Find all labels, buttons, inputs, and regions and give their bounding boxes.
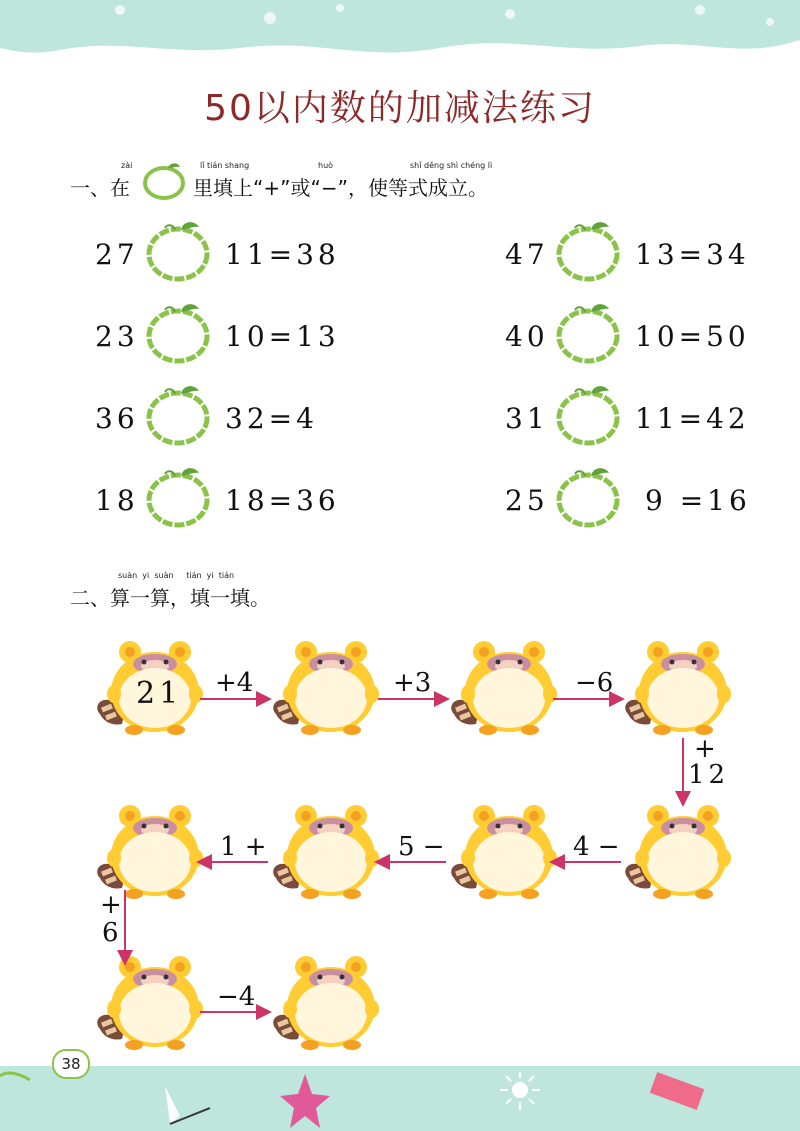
raccoon-box-9[interactable] xyxy=(92,955,207,1054)
answer-circle-left-3[interactable] xyxy=(145,382,213,452)
equation-right-2-a: 40 xyxy=(505,320,549,353)
answer-circle-left-2[interactable] xyxy=(145,300,213,370)
top-banner xyxy=(0,0,800,80)
equation-right-1-rest: 13=34 xyxy=(635,238,750,271)
raccoon-box-7[interactable] xyxy=(268,804,383,903)
op-label-3: −6 xyxy=(575,668,614,698)
op-label-9: −4 xyxy=(217,982,256,1012)
pinyin-shi-deng-shi-cheng-li: shǐ děng shì chéng lì xyxy=(410,161,493,170)
op-label-7: 1 + xyxy=(220,832,267,862)
answer-circle-left-1[interactable] xyxy=(145,218,213,288)
op-label-4-bottom: 12 xyxy=(688,760,730,790)
equation-left-3-a: 36 xyxy=(95,402,139,435)
equation-right-3-rest: 11=42 xyxy=(635,402,750,435)
section1-suffix: 里填上“+”或“−”，使等式成立。 xyxy=(193,176,488,200)
equation-left-3-rest: 32=4 xyxy=(225,402,318,435)
equation-right-3-a: 31 xyxy=(505,402,549,435)
equation-right-1-a: 47 xyxy=(505,238,549,271)
op-label-2: +3 xyxy=(393,668,432,698)
equation-left-1-a: 27 xyxy=(95,238,139,271)
answer-circle-right-3[interactable] xyxy=(555,382,623,452)
answer-circle-right-4[interactable] xyxy=(555,464,623,534)
raccoon-box-2[interactable] xyxy=(268,640,383,739)
op-label-6: 5 − xyxy=(398,832,445,862)
bottom-banner xyxy=(0,1066,800,1131)
raccoon-box-5[interactable] xyxy=(620,804,735,903)
section2-pinyin: suàn yi suàn tián yi tián xyxy=(118,571,235,580)
op-label-4-top: + xyxy=(694,734,716,764)
raccoon-box-3[interactable] xyxy=(446,640,561,739)
raccoon-box-10[interactable] xyxy=(268,955,383,1054)
equation-left-2-rest: 10=13 xyxy=(225,320,340,353)
op-label-8-bottom: 6 xyxy=(102,918,119,948)
op-label-5: 4 − xyxy=(573,832,620,862)
pinyin-li-tian-shang: lǐ tián shang xyxy=(200,161,250,170)
equation-right-4-a: 25 xyxy=(505,484,549,517)
raccoon-box-4[interactable] xyxy=(620,640,735,739)
section2-heading: 二、算一算，填一填。 xyxy=(70,586,270,610)
answer-circle-right-2[interactable] xyxy=(555,300,623,370)
page-title: 50以内数的加减法练习 xyxy=(204,88,596,129)
equation-left-1-rest: 11=38 xyxy=(225,238,340,271)
page-number: 38 xyxy=(52,1049,90,1079)
op-label-1: +4 xyxy=(215,668,254,698)
equation-left-4-a: 18 xyxy=(95,484,139,517)
equation-left-2-a: 23 xyxy=(95,320,139,353)
equation-right-2-rest: 10=50 xyxy=(635,320,750,353)
raccoon-box-8[interactable] xyxy=(92,804,207,903)
start-value: 21 xyxy=(136,676,183,711)
section1-prefix: 一、在 xyxy=(70,176,130,200)
circle-icon xyxy=(140,160,190,202)
pinyin-huo: huò xyxy=(318,161,334,170)
answer-circle-left-4[interactable] xyxy=(145,464,213,534)
equation-right-4-rest: 9 =16 xyxy=(645,484,751,517)
raccoon-box-6[interactable] xyxy=(446,804,561,903)
answer-circle-right-1[interactable] xyxy=(555,218,623,288)
op-label-8-top: + xyxy=(100,890,122,920)
equation-left-4-rest: 18=36 xyxy=(225,484,340,517)
pinyin-zai: zài xyxy=(121,161,133,170)
